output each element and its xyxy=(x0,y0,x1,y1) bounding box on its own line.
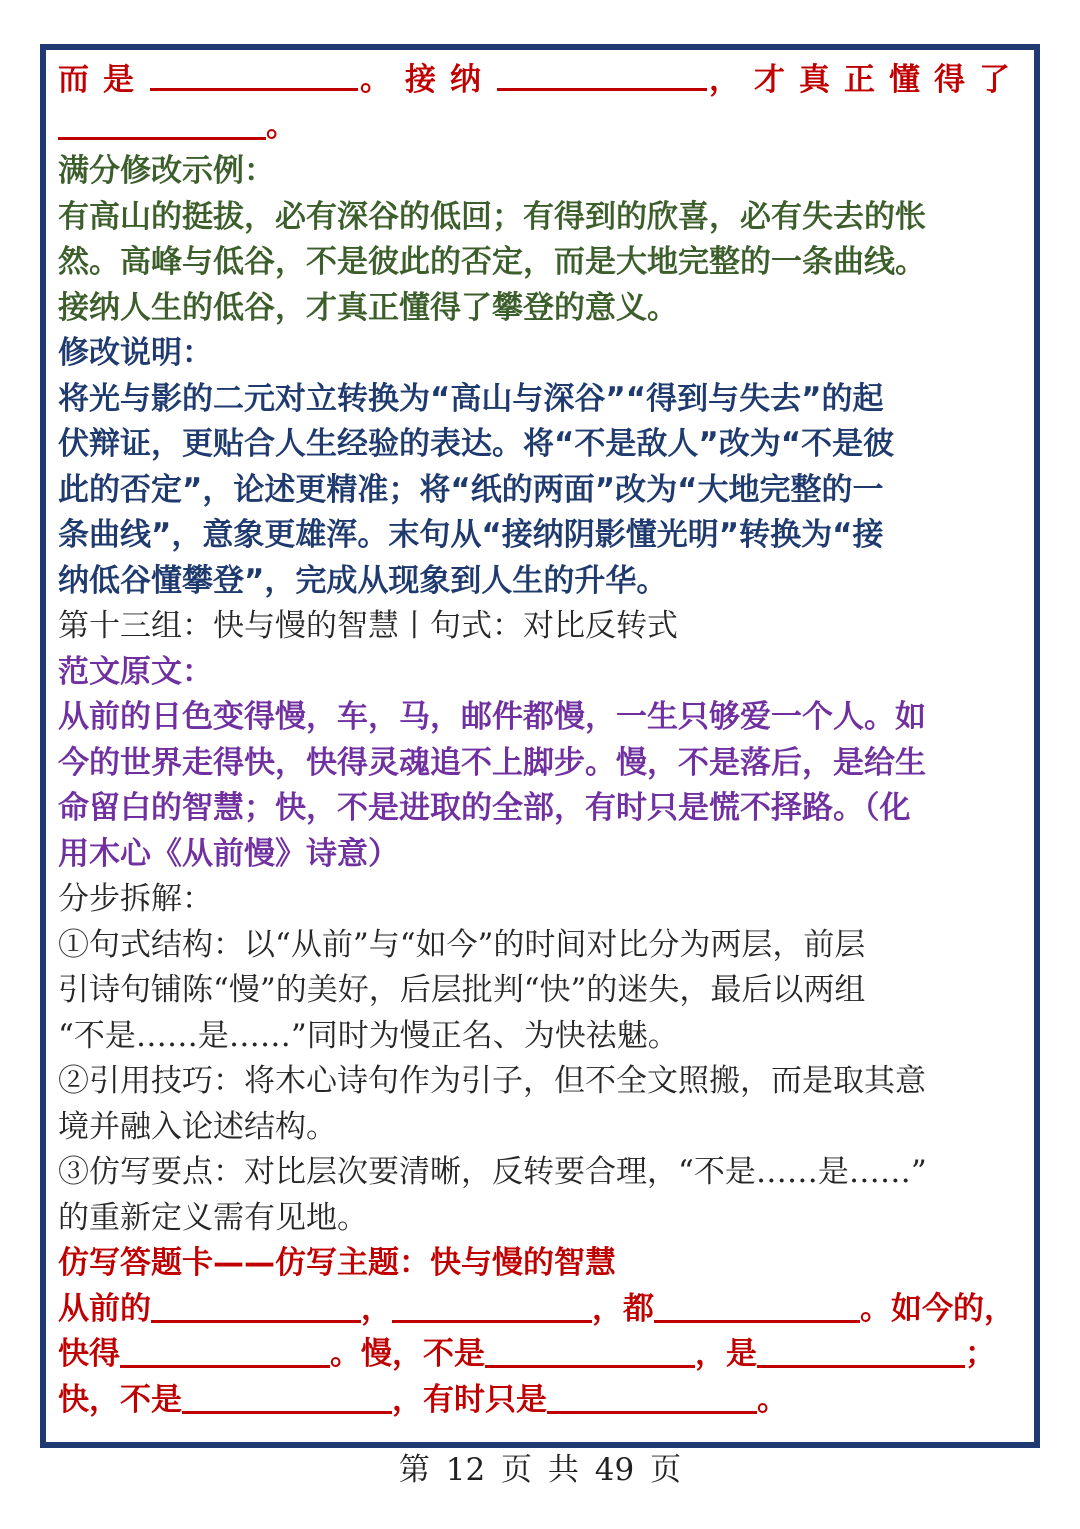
answer-text: 。 xyxy=(757,1381,788,1418)
revision-note-heading: 修改说明： xyxy=(58,335,213,371)
answer-text: ， xyxy=(361,1290,392,1327)
answer-text: ，都 xyxy=(592,1290,654,1327)
full-example-line: 有高山的挺拔，必有深谷的低回；有得到的欣喜，必有失去的怅 xyxy=(58,198,926,235)
revision-note-line: 纳低谷懂攀登”，完成从现象到人生的升华。 xyxy=(58,562,668,599)
answer-blank[interactable] xyxy=(182,1381,392,1414)
steps-line: 引诗句铺陈“慢”的美好，后层批判“快”的迷失，最后以两组 xyxy=(58,972,866,1008)
steps-line: ②引用技巧：将木心诗句作为引子，但不全文照搬，而是取其意 xyxy=(58,1063,926,1099)
answer-text: 快，不是 xyxy=(58,1381,182,1418)
answer-blank[interactable] xyxy=(120,1335,330,1368)
page-number: 第 12 页 共 49 页 xyxy=(398,1452,682,1488)
steps-heading: 分步拆解： xyxy=(58,881,213,917)
fill-text: ，才真正懂得了 xyxy=(709,62,1024,98)
fill-line-top-2 xyxy=(58,104,1024,150)
steps-line: ③仿写要点：对比层次要清晰，反转要合理，“不是……是……” xyxy=(58,1154,927,1190)
answer-text: ，是 xyxy=(695,1336,757,1372)
answer-card-row xyxy=(58,1378,1024,1424)
answer-blank[interactable] xyxy=(485,1335,695,1368)
answer-card-row xyxy=(58,1332,1024,1378)
model-text-line: 命留白的智慧；快，不是进取的全部，有时只是慌不择路。（化 xyxy=(58,790,911,826)
steps-line: ①句式结构：以“从前”与“如今”的时间对比分为两层，前层 xyxy=(58,926,866,963)
revision-note-line: 条曲线”，意象更雄浑。末句从“接纳阴影懂光明”转换为“接 xyxy=(58,517,884,553)
revision-note-line: 伏辩证，更贴合人生经验的表达。将“不是敌人”改为“不是彼 xyxy=(58,426,895,462)
answer-card-row xyxy=(58,1287,1024,1333)
page-frame xyxy=(40,44,1040,1448)
answer-text: ； xyxy=(965,1336,996,1372)
answer-card-heading: 仿写答题卡——仿写主题：快与慢的智慧 xyxy=(58,1245,616,1281)
steps-line: 的重新定义需有见地。 xyxy=(58,1199,368,1236)
full-example-line: 然。高峰与低谷，不是彼此的否定，而是大地完整的一条曲线。 xyxy=(58,244,926,280)
answer-blank[interactable] xyxy=(757,1335,965,1368)
page-content xyxy=(58,58,1024,1423)
answer-text: 从前的 xyxy=(58,1290,151,1327)
answer-text: 。慢，不是 xyxy=(330,1336,485,1372)
answer-text: 快得 xyxy=(58,1336,120,1372)
full-example-heading: 满分修改示例： xyxy=(58,153,275,189)
steps-line: “不是……是……”同时为慢正名、为快祛魅。 xyxy=(58,1017,679,1054)
steps-line: 境并融入论述结构。 xyxy=(58,1108,337,1145)
answer-blank[interactable] xyxy=(654,1290,860,1323)
answer-blank[interactable] xyxy=(547,1381,757,1414)
fill-text: 。接纳 xyxy=(360,62,495,98)
answer-text: 。如今的， xyxy=(860,1290,1015,1327)
answer-text: ，有时只是 xyxy=(392,1381,547,1418)
fill-text: 。 xyxy=(266,107,297,144)
revision-note-line: 将光与影的二元对立转换为“高山与深谷”“得到与失去”的起 xyxy=(58,380,884,417)
fill-blank[interactable] xyxy=(497,58,707,91)
model-text-line: 用木心《从前慢》诗意） xyxy=(58,835,399,872)
fill-text: 而是 xyxy=(58,62,148,98)
model-text-line: 从前的日色变得慢，车，马，邮件都慢，一生只够爱一个人。如 xyxy=(58,699,926,735)
revision-note-line: 此的否定”，论述更精准；将“纸的两面”改为“大地完整的一 xyxy=(58,471,884,508)
fill-line-top xyxy=(58,58,1024,104)
answer-blank[interactable] xyxy=(392,1290,592,1323)
fill-blank[interactable] xyxy=(150,58,358,91)
model-text-line: 今的世界走得快，快得灵魂追不上脚步。慢，不是落后，是给生 xyxy=(58,744,926,781)
full-example-line: 接纳人生的低谷，才真正懂得了攀登的意义。 xyxy=(58,289,678,326)
group-title: 第十三组：快与慢的智慧丨句式：对比反转式 xyxy=(58,608,678,644)
model-text-heading: 范文原文： xyxy=(58,653,213,690)
answer-blank[interactable] xyxy=(151,1290,361,1323)
fill-blank[interactable] xyxy=(58,107,266,140)
